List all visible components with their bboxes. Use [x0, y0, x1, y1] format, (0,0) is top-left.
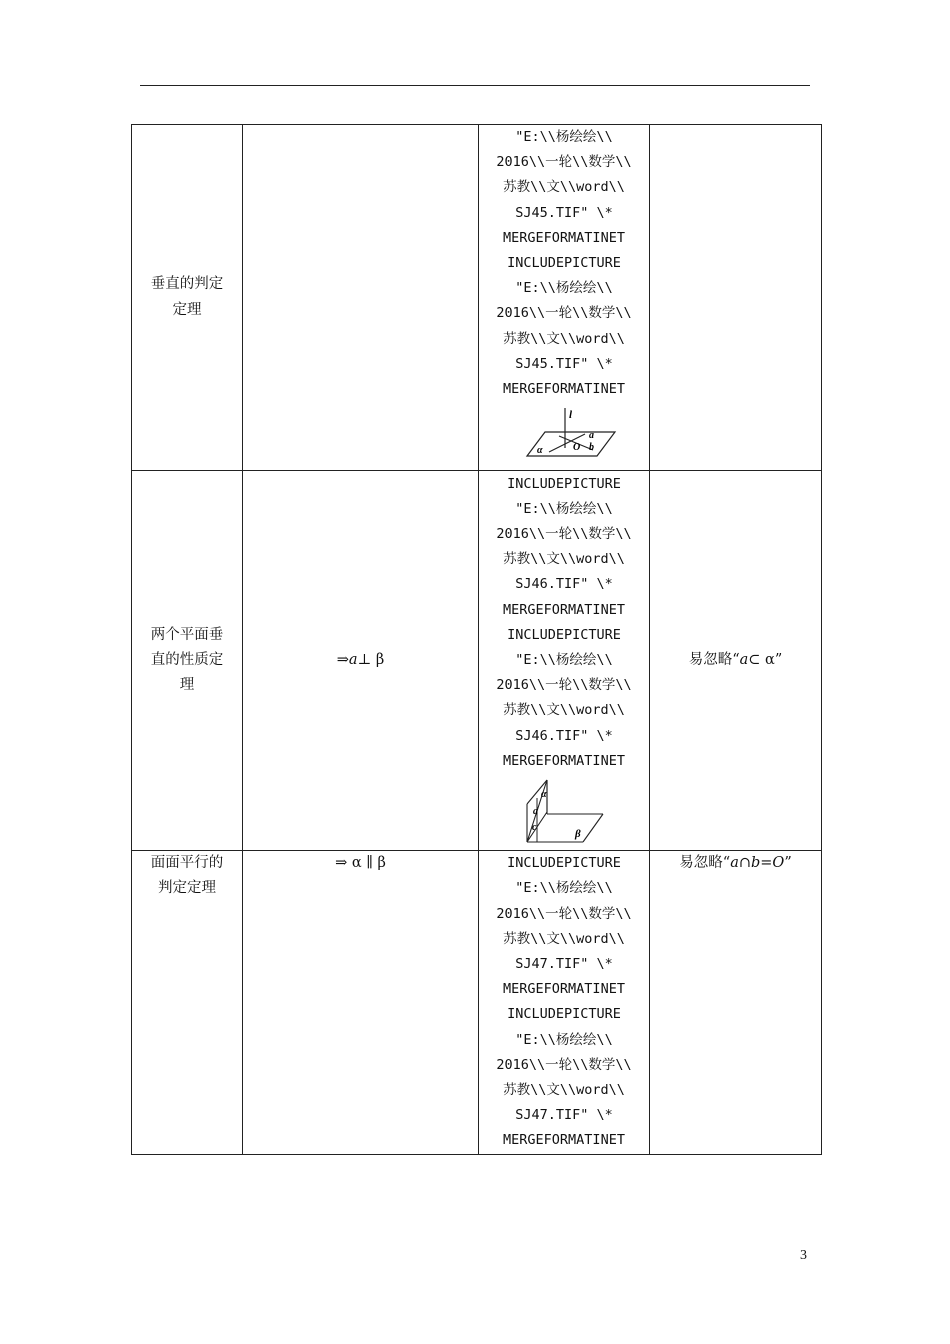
note-var: a — [739, 652, 749, 669]
code-line: SJ45.TIF" \* — [515, 204, 613, 221]
theorem-name-line: 直的性质定 — [150, 652, 224, 669]
label-c: c — [532, 821, 537, 833]
theorem-name-line: 判定定理 — [158, 880, 216, 897]
code-line: 苏教\\文\\word\\ — [503, 330, 625, 347]
theorem-name-line: 两个平面垂 — [150, 626, 224, 643]
figure-cell — [479, 471, 650, 851]
theorem-table — [131, 124, 822, 1155]
code-line: 苏教\\文\\word\\ — [503, 179, 625, 196]
field-code — [479, 472, 649, 774]
code-line: "E:\\杨绘绘\\ — [515, 651, 613, 668]
label-alpha: α — [537, 445, 543, 457]
code-line: "E:\\杨绘绘\\ — [515, 280, 613, 297]
note-expr: a∩b=O — [730, 855, 785, 872]
note-rest: ⊂ α” — [748, 652, 783, 669]
theorem-name-line: 面面平行的 — [150, 855, 224, 872]
formula: ⇒ α ∥ β — [335, 855, 386, 872]
code-line: INCLUDEPICTURE — [507, 1006, 621, 1023]
theorem-name-cell — [132, 851, 243, 1154]
figure-cell — [479, 125, 650, 471]
code-line: 2016\\一轮\\数学\\ — [496, 677, 632, 694]
code-line: 2016\\一轮\\数学\\ — [496, 305, 632, 322]
code-line: 苏教\\文\\word\\ — [503, 551, 625, 568]
formula-cell — [243, 125, 479, 471]
code-line: SJ46.TIF" \* — [515, 727, 613, 744]
label-o: O — [573, 442, 581, 454]
code-line: SJ47.TIF" \* — [515, 956, 613, 973]
theorem-name-line: 理 — [179, 677, 195, 694]
code-line: "E:\\杨绘绘\\ — [515, 129, 613, 145]
label-b: b — [589, 442, 594, 454]
code-line: SJ47.TIF" \* — [515, 1107, 613, 1124]
code-line: MERGEFORMATINET — [503, 601, 625, 618]
code-line: INCLUDEPICTURE — [507, 475, 621, 492]
label-alpha: α — [541, 788, 547, 800]
code-line: INCLUDEPICTURE — [507, 255, 621, 272]
code-line: 苏教\\文\\word\\ — [503, 1082, 625, 1099]
code-line: MERGEFORMATINET — [503, 229, 625, 246]
code-line: 苏教\\文\\word\\ — [503, 930, 625, 947]
formula-var: a — [348, 652, 358, 669]
code-line: INCLUDEPICTURE — [507, 855, 621, 872]
code-line: "E:\\杨绘绘\\ — [515, 1031, 613, 1048]
formula-cell — [243, 471, 479, 851]
note-cell — [650, 125, 822, 471]
table-row — [132, 125, 822, 471]
field-code — [479, 125, 649, 402]
field-code — [479, 851, 649, 1153]
code-line: SJ45.TIF" \* — [515, 355, 613, 372]
figure-cell — [479, 851, 650, 1154]
code-line: INCLUDEPICTURE — [507, 626, 621, 643]
theorem-name-line: 定理 — [172, 301, 202, 318]
theorem-name-cell — [132, 125, 243, 471]
label-beta: β — [575, 827, 581, 840]
theorem-name-line: 垂直的判定 — [150, 276, 224, 293]
page-number: 3 — [800, 1248, 807, 1263]
formula-cell — [243, 851, 479, 1154]
note-cell — [650, 851, 822, 1154]
header-rule — [140, 85, 810, 86]
code-line: 2016\\一轮\\数学\\ — [496, 1056, 632, 1073]
table-row — [132, 471, 822, 851]
table-row — [132, 851, 822, 1154]
note-prefix: 易忽略“ — [688, 652, 740, 669]
formula-rest: ⊥ β — [357, 652, 385, 669]
note-cell — [650, 471, 822, 851]
note-suffix: ” — [784, 855, 792, 872]
code-line: MERGEFORMATINET — [503, 1132, 625, 1149]
code-line: MERGEFORMATINET — [503, 981, 625, 998]
line-perpendicular-plane-figure — [509, 404, 619, 466]
label-l: l — [569, 409, 573, 422]
code-line: MERGEFORMATINET — [503, 752, 625, 769]
formula-prefix: ⇒ — [336, 652, 349, 669]
label-a: a — [589, 430, 594, 442]
note-prefix: 易忽略“ — [679, 855, 731, 872]
theorem-name-cell — [132, 471, 243, 851]
code-line: 2016\\一轮\\数学\\ — [496, 154, 632, 171]
code-line: MERGEFORMATINET — [503, 381, 625, 398]
code-line: "E:\\杨绘绘\\ — [515, 880, 613, 897]
code-line: "E:\\杨绘绘\\ — [515, 500, 613, 517]
code-line: SJ46.TIF" \* — [515, 576, 613, 593]
code-line: 苏教\\文\\word\\ — [503, 702, 625, 719]
perpendicular-planes-figure — [519, 776, 609, 846]
code-line: 2016\\一轮\\数学\\ — [496, 905, 632, 922]
code-line: 2016\\一轮\\数学\\ — [496, 525, 632, 542]
label-a: a — [533, 805, 538, 817]
